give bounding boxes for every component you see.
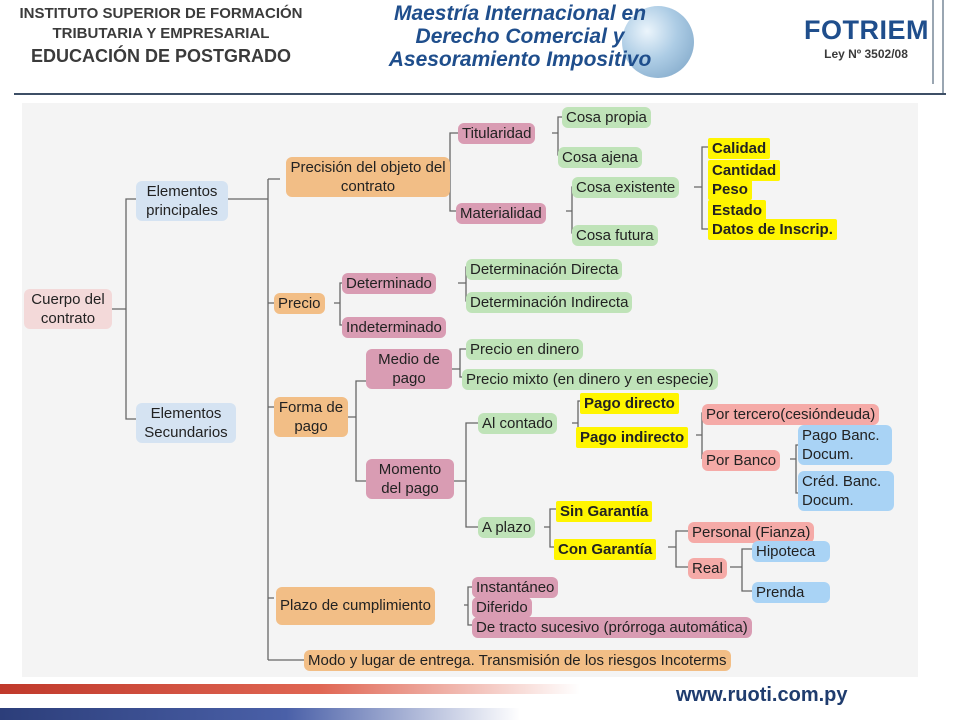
node-cosa-ajena: Cosa ajena (558, 147, 642, 168)
node-det-directa: Determinación Directa (466, 259, 622, 280)
header-divider (14, 93, 946, 95)
node-precio: Precio (274, 293, 325, 314)
node-tracto-sucesivo: De tracto sucesivo (prórroga automática) (472, 617, 752, 638)
program-title (370, 2, 670, 71)
institute-line-2: TRIBUTARIA Y EMPRESARIAL (52, 25, 270, 42)
node-personal-fianza: Personal (Fianza) (688, 522, 814, 543)
node-prenda: Prenda (752, 582, 830, 603)
node-por-tercero: Por tercero(cesióndeuda) (702, 404, 879, 425)
law-number: Ley Nº 3502/08 (824, 47, 908, 61)
node-hipoteca: Hipoteca (752, 541, 830, 562)
node-datos-inscrip: Datos de Inscrip. (708, 219, 837, 240)
node-cuerpo-contrato: Cuerpo del contrato (24, 289, 112, 329)
node-materialidad: Materialidad (456, 203, 546, 224)
node-medio-pago: Medio de pago (366, 349, 452, 389)
footer-bar-red (0, 684, 580, 694)
institute-line-1: INSTITUTO SUPERIOR DE FORMACIÓN (19, 5, 303, 22)
frame-line (932, 0, 934, 84)
concept-map (22, 103, 918, 677)
node-por-banco: Por Banco (702, 450, 780, 471)
node-indeterminado: Indeterminado (342, 317, 446, 338)
node-plazo-cumplimiento: Plazo de cumplimiento (276, 587, 435, 625)
node-cantidad: Cantidad (708, 160, 780, 181)
node-peso: Peso (708, 179, 752, 200)
node-cosa-existente: Cosa existente (572, 177, 679, 198)
node-forma-pago: Forma de pago (274, 397, 348, 437)
node-precio-mixto: Precio mixto (en dinero y en especie) (462, 369, 718, 390)
node-precio-dinero: Precio en dinero (466, 339, 583, 360)
node-elementos-principales: Elementos principales (136, 181, 228, 221)
node-precision-objeto: Precisión del objeto del contrato (286, 157, 450, 197)
program-line-2: Derecho Comercial y (415, 25, 625, 48)
node-sin-garantia: Sin Garantía (556, 501, 652, 522)
footer-website: www.ruoti.com.py (676, 684, 848, 706)
node-pago-indirecto: Pago indirecto (576, 427, 688, 448)
node-calidad: Calidad (708, 138, 770, 159)
institute-line-3: EDUCACIÓN DE POSTGRADO (30, 46, 291, 66)
node-modo-lugar: Modo y lugar de entrega. Transmisión de los riesgos Incoterms (304, 650, 731, 671)
program-line-1: Maestría Internacional en (393, 2, 647, 25)
node-titularidad: Titularidad (458, 123, 535, 144)
node-determinado: Determinado (342, 273, 436, 294)
node-con-garantia: Con Garantía (554, 539, 656, 560)
node-estado: Estado (708, 200, 766, 221)
node-pago-banc: Pago Banc. Docum. (798, 425, 892, 465)
node-cosa-futura: Cosa futura (572, 225, 658, 246)
node-momento-pago: Momento del pago (366, 459, 454, 499)
frame-line (942, 0, 944, 94)
node-cosa-propia: Cosa propia (562, 107, 651, 128)
node-pago-directo: Pago directo (580, 393, 679, 414)
fotriem-logo (804, 14, 928, 74)
node-instantaneo: Instantáneo (472, 577, 558, 598)
program-line-3: Asesoramiento Impositivo (388, 48, 652, 71)
brand-name: FOTRIEM (804, 15, 929, 45)
institute-logo-text (16, 4, 306, 68)
node-elementos-secundarios: Elementos Secundarios (136, 403, 236, 443)
footer-bar-blue (0, 708, 520, 720)
node-a-plazo: A plazo (478, 517, 535, 538)
node-cred-banc: Créd. Banc. Docum. (798, 471, 894, 511)
node-al-contado: Al contado (478, 413, 557, 434)
node-diferido: Diferido (472, 597, 532, 618)
node-real: Real (688, 558, 727, 579)
node-det-indirecta: Determinación Indirecta (466, 292, 632, 313)
